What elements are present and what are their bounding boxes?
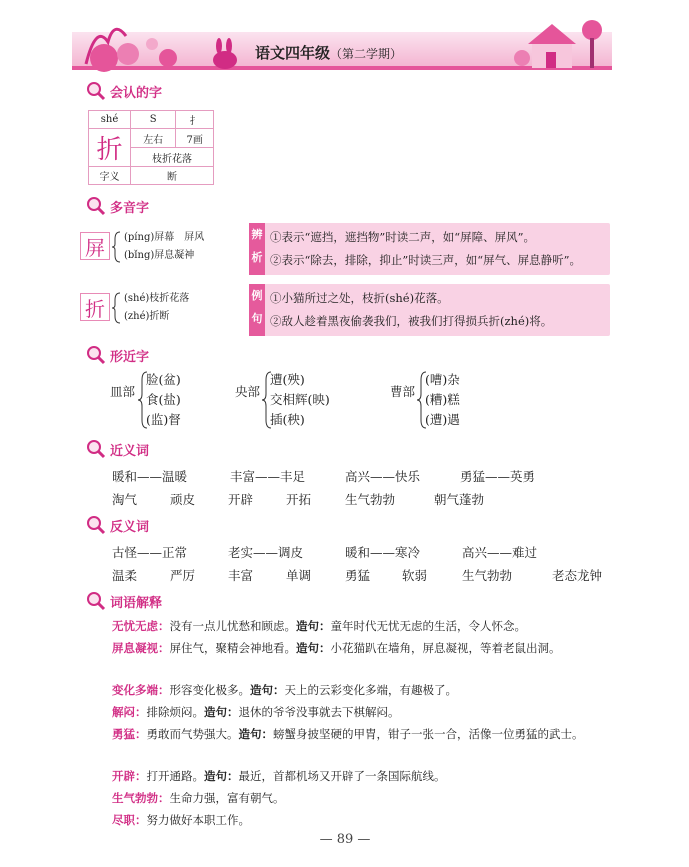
section-glossary: [86, 590, 162, 612]
card-radical: 扌: [176, 111, 214, 129]
book-term: （第二学期）: [330, 47, 403, 61]
section-antonyms: [86, 514, 149, 536]
similar-item: 交相辉(映): [270, 392, 330, 407]
magnifier-icon: [86, 439, 106, 459]
magnifier-icon: [86, 81, 106, 101]
card-structure: 左右: [131, 129, 176, 148]
synonym-pair: 高兴——快乐: [345, 469, 421, 484]
glossary-example: 螃蟹身披坚硬的甲胄，钳子一张一合，活像一位勇猛的武士。: [273, 727, 584, 741]
similar-group-label: 央部: [235, 384, 261, 399]
polyphone-readings: [124, 290, 189, 326]
tag-char: 句: [251, 312, 263, 325]
glossary-definition: 勇敢而气势强大。: [146, 727, 239, 741]
example-label: 造句：: [204, 705, 239, 719]
synonym-word: 生气勃勃: [345, 492, 396, 507]
house-decoration-right-icon: [512, 10, 612, 72]
glossary-term: 无忧无虑：: [112, 619, 170, 633]
brace-icon: [112, 291, 122, 325]
magnifier-icon: [86, 515, 106, 535]
tag-char: 析: [251, 251, 263, 264]
tag-char: 例: [251, 289, 263, 302]
antonym-word: 生气勃勃: [462, 568, 513, 583]
synonym-pair: 暖和——温暖: [112, 469, 188, 484]
example-line: ①小猫所过之处，枝折(shé)花落。: [270, 291, 449, 305]
analysis-line: ②表示“除去，排除，抑止”时读三声，如“屏气、屏息静听”。: [270, 253, 582, 267]
section-similar: [86, 344, 149, 366]
antonym-word: 勇猛: [345, 568, 371, 583]
glossary-entry: [84, 724, 614, 744]
similar-group-label: 皿部: [110, 384, 136, 399]
glossary-term: 生气勃勃：: [112, 791, 170, 805]
glossary-definition: 屏住气，聚精会神地看。: [169, 641, 296, 655]
glossary-example: 退休的爷爷没事就去下棋解闷。: [238, 705, 400, 719]
section-title: 近义词: [110, 443, 150, 459]
example-label: 造句：: [204, 769, 239, 783]
glossary-term: 开辟：: [112, 769, 147, 783]
glossary-entry: [84, 616, 614, 636]
similar-group-items: [425, 370, 460, 430]
similar-item: (遭)遇: [425, 412, 460, 427]
glossary-entry: [84, 702, 614, 722]
similar-item: (嘈)杂: [425, 372, 460, 387]
similar-item: 食(盐): [146, 392, 181, 407]
card-phrase: 枝折花落: [131, 148, 214, 167]
synonym-word: 开辟: [228, 492, 254, 507]
antonym-pair: 老实——调皮: [228, 545, 304, 560]
example-tag: [249, 284, 265, 336]
antonym-word: 温柔: [112, 568, 138, 583]
synonym-word: 朝气蓬勃: [434, 492, 485, 507]
polyphone-character: 折: [80, 293, 110, 321]
synonym-pair: 丰富——丰足: [230, 469, 306, 484]
glossary-term: 变化多端：: [112, 683, 170, 697]
card-character: 折: [89, 129, 131, 167]
glossary-definition: 形容变化极多。: [169, 683, 250, 697]
card-letter: S: [131, 111, 176, 129]
header-title: [255, 42, 515, 63]
example-label: 造句：: [296, 619, 331, 633]
page-number: — 89 —: [319, 832, 371, 847]
reading-line: (bǐng)屏息凝神: [124, 250, 195, 261]
antonym-pair: 古怪——正常: [112, 545, 188, 560]
similar-group-items: [270, 370, 330, 430]
reading-line: (shé)枝折花落: [124, 293, 190, 304]
glossary-definition: 没有一点儿忧愁和顾虑。: [169, 619, 296, 633]
synonym-word: 开拓: [286, 492, 312, 507]
tag-char: 辨: [251, 228, 263, 241]
card-meaning-label: 字义: [89, 167, 131, 185]
polyphone-readings: [124, 229, 204, 265]
similar-item: (监)督: [146, 412, 181, 427]
example-label: 造句：: [250, 683, 285, 697]
glossary-entry: [84, 680, 614, 700]
example-line: ②敌人趁着黑夜偷袭我们，被我们打得损兵折(zhé)将。: [270, 314, 553, 328]
card-pinyin: shé: [89, 111, 131, 129]
section-title: 反义词: [110, 519, 150, 535]
similar-item: 插(秧): [270, 412, 305, 427]
glossary-term: 尽职：: [112, 813, 147, 827]
glossary-example: 小花猫趴在墙角，屏息凝视，等着老鼠出洞。: [330, 641, 561, 655]
glossary-definition: 打开通路。: [146, 769, 204, 783]
brace-icon: [112, 230, 122, 264]
antonym-word: 丰富: [228, 568, 254, 583]
glossary-definition: 生命力强，富有朝气。: [169, 791, 285, 805]
antonym-word: 老态龙钟: [552, 568, 603, 583]
reading-line: (píng)屏幕 屏风: [124, 232, 205, 243]
similar-item: 脸(盆): [146, 372, 181, 387]
flower-decoration-left-icon: [74, 14, 184, 72]
similar-group-items: [146, 370, 181, 430]
section-recognize: [86, 80, 162, 102]
glossary-entry: [84, 810, 614, 830]
polyphone-character: 屏: [80, 232, 110, 260]
glossary-example: 天上的云彩变化多端，有趣极了。: [284, 683, 457, 697]
synonym-word: 淘气: [112, 492, 138, 507]
antonym-word: 严厉: [170, 568, 196, 583]
glossary-entry: [84, 766, 614, 786]
glossary-term: 解闷：: [112, 705, 147, 719]
glossary-term: 屏息凝视：: [112, 641, 170, 655]
magnifier-icon: [86, 196, 106, 216]
reading-line: (zhé)折断: [124, 311, 170, 322]
section-title: 词语解释: [110, 595, 163, 611]
synonym-pair: 勇猛——英勇: [460, 469, 536, 484]
section-synonyms: [86, 438, 149, 460]
similar-item: 遭(殃): [270, 372, 305, 387]
similar-group-label: 曹部: [390, 384, 416, 399]
character-card: [88, 110, 214, 185]
glossary-definition: 努力做好本职工作。: [146, 813, 250, 827]
example-label: 造句：: [238, 727, 273, 741]
antonym-pair: 高兴——难过: [462, 545, 538, 560]
book-title: 语文四年级: [255, 44, 331, 62]
card-meaning: 断: [131, 167, 214, 185]
glossary-example: 最近，首都机场又开辟了一条国际航线。: [238, 769, 446, 783]
glossary-example: 童年时代无忧无虑的生活，令人怀念。: [330, 619, 526, 633]
antonym-pair: 暖和——寒冷: [345, 545, 421, 560]
example-label: 造句：: [296, 641, 331, 655]
glossary-term: 勇猛：: [112, 727, 147, 741]
analysis-tag: [249, 223, 265, 275]
synonym-word: 顽皮: [170, 492, 196, 507]
section-polyphone: [86, 195, 149, 217]
card-strokes: 7画: [176, 129, 214, 148]
magnifier-icon: [86, 591, 106, 611]
magnifier-icon: [86, 345, 106, 365]
glossary-entry: [84, 638, 614, 658]
analysis-line: ①表示“遮挡，遮挡物”时读二声，如“屏障、屏风”。: [270, 230, 536, 244]
antonym-word: 单调: [286, 568, 312, 583]
glossary-entry: [84, 788, 614, 808]
similar-item: (糟)糕: [425, 392, 460, 407]
section-title: 多音字: [110, 200, 150, 216]
section-title: 形近字: [110, 349, 150, 365]
section-title: 会认的字: [110, 85, 163, 101]
antonym-word: 软弱: [402, 568, 428, 583]
glossary-definition: 排除烦闷。: [146, 705, 204, 719]
rabbit-icon: [205, 38, 245, 70]
